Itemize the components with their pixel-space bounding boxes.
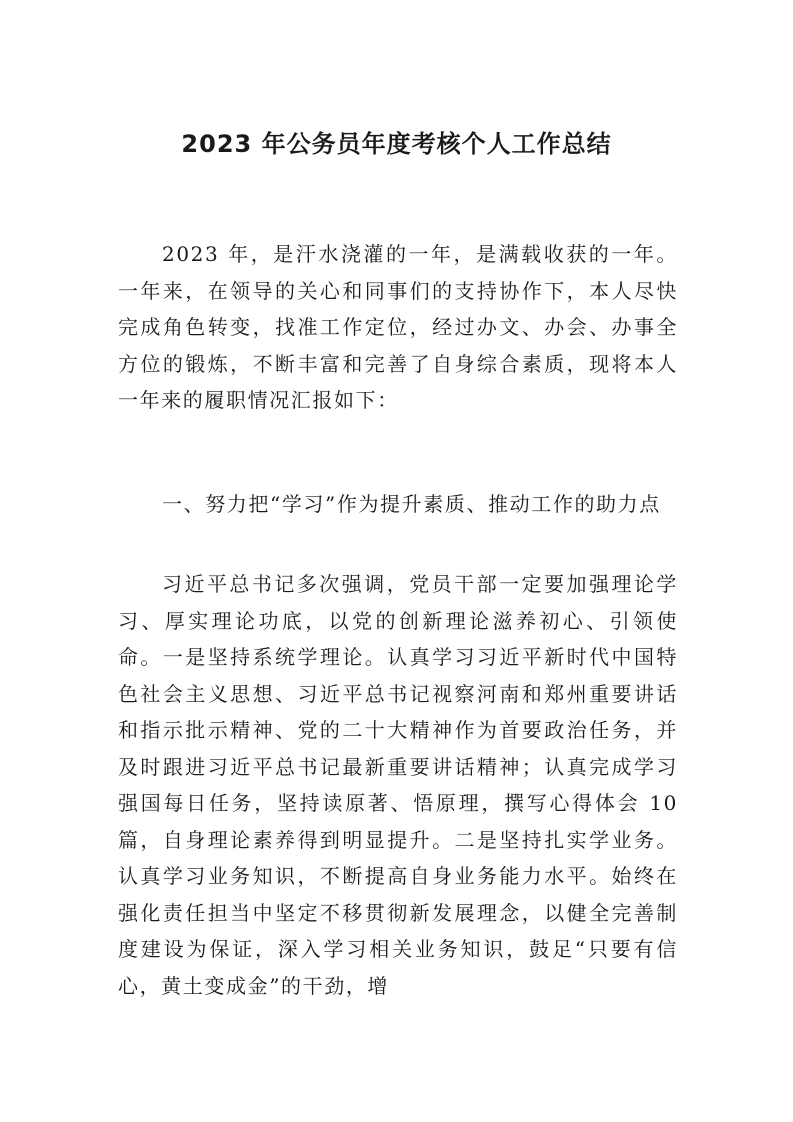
section-1-paragraph: 习近平总书记多次强调，党员干部一定要加强理论学习、厚实理论功底，以党的创新理论滋养初心、引领使命。一是坚持系统学理论。认真学习习近平新时代中国特色社会主义思想、习近平总书记视察河南和郑州重要讲话和指示批示精神、党的二十大精神作为首要政治任务，并及时跟进习近平总书记最新重要讲话精神；认真完成学习强国每日任务，坚持读原著、悟原理，撰写心得体会 10 篇，自身理论素养得到明显提升。二是坚持扎实学业务。认真学习业务知识，不断提高自身业务能力水平。始终在强化责任担当中坚定不移贯彻新发展理念，以健全完善制度建设为保证，深入学习相关业务知识，鼓足“只要有信心，黄土变成金”的干劲，增 <box>118 572 678 998</box>
intro-paragraph: 2023 年，是汗水浇灌的一年，是满载收获的一年。一年来，在领导的关心和同事们的支持协作下，本人尽快完成角色转变，找准工作定位，经过办文、办会、办事全方位的锻炼，不断丰富和完善了自身综合素质，现将本人一年来的履职情况汇报如下： <box>118 242 678 412</box>
section-heading-1: 一、努力把“学习”作为提升素质、推动工作的助力点 <box>162 492 661 516</box>
page-title: 2023 年公务员年度考核个人工作总结 <box>181 130 612 158</box>
